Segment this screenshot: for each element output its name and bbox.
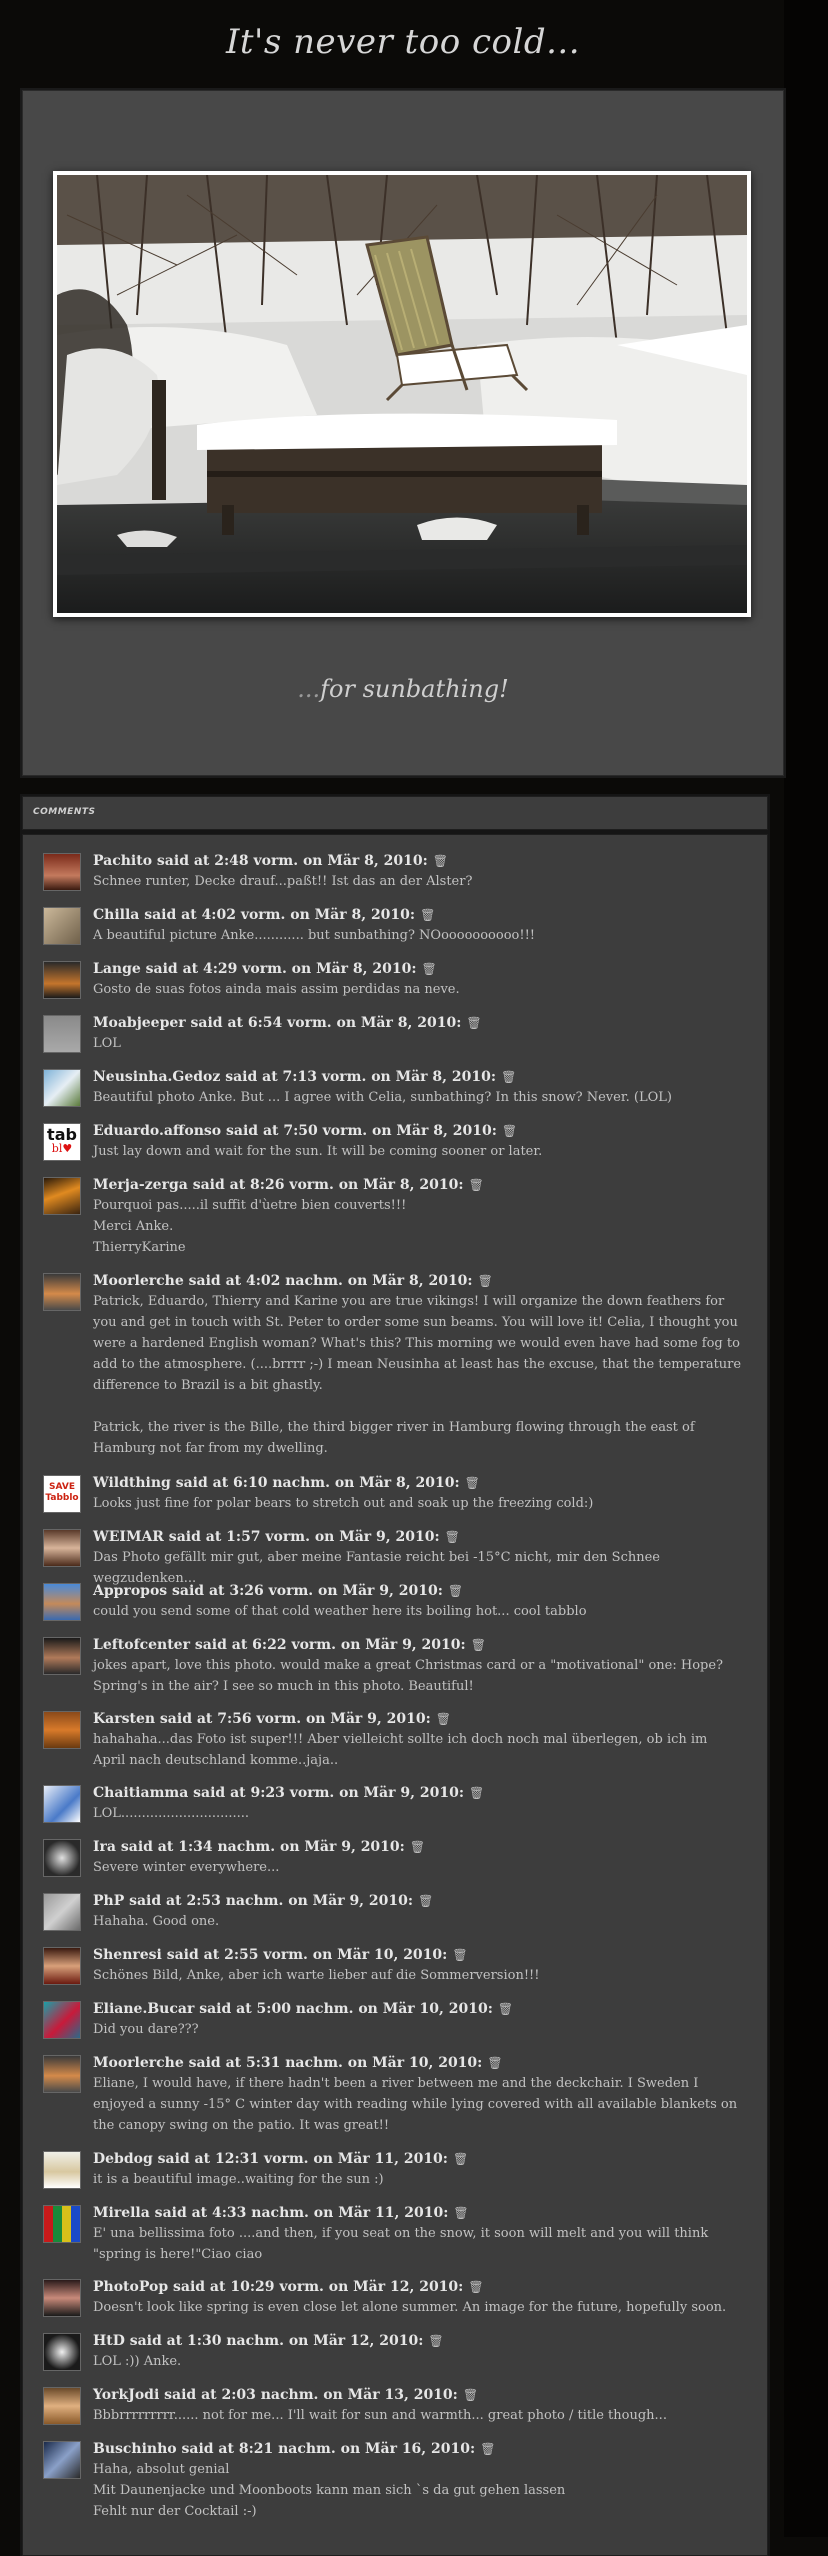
avatar[interactable] (43, 1839, 81, 1877)
comment-text: it is a beautiful image..waiting for the sun :) (93, 2172, 384, 2187)
comment-author[interactable] (93, 2385, 743, 2405)
comment-header[interactable]: Karsten said at 7:56 vorm. on Mär 9, 2010: (93, 1711, 431, 1727)
comment-text: Doesn't look like spring is even close let alone summer. An image for the future, hopefully soon. (93, 2300, 727, 2315)
comment-author[interactable] (93, 1635, 743, 1655)
comment-header[interactable]: Lange said at 4:29 vorm. on Mär 8, 2010: (93, 961, 417, 977)
comment-text: Gosto de suas fotos ainda mais assim perdidas na neve. (93, 982, 460, 997)
comment-author[interactable] (93, 1527, 743, 1547)
caption-text: for sunbathing! (320, 675, 509, 703)
avatar[interactable] (43, 1893, 81, 1931)
comment-author[interactable] (93, 1945, 743, 1965)
comment-text: LOL............................... (93, 1806, 250, 1821)
comment-author[interactable] (93, 1271, 743, 1291)
comment-text: Did you dare??? (93, 2022, 199, 2037)
comment-text: Beautiful photo Anke. But ... I agree with Celia, sunbathing? In this snow? Never. (LOL) (93, 1090, 672, 1105)
comment-text: LOL (93, 1036, 121, 1051)
comment-text: Eliane, I would have, if there hadn't been a river between me and the deckchair. I Sweden I enjoyed a sunny -15° C winter day with reading while lying covered with all available blankets on the canopy swing on the patio. It was great!! (93, 2076, 738, 2133)
comment-author[interactable] (93, 1837, 743, 1857)
avatar[interactable] (43, 2387, 81, 2425)
tabblo-logo-heart: bl♥ (51, 1142, 73, 1155)
comment-author[interactable] (93, 2439, 743, 2459)
trash-icon[interactable]: 🗑 (452, 1948, 468, 1962)
avatar[interactable] (43, 1785, 81, 1823)
comment-author[interactable] (93, 1067, 743, 1087)
comment-text: could you send some of that cold weather here its boiling hot... cool tabblo (93, 1604, 587, 1619)
trash-icon[interactable]: 🗑 (477, 1274, 493, 1288)
trash-icon[interactable]: 🗑 (453, 2206, 469, 2220)
comment-header[interactable]: Chilla said at 4:02 vorm. on Mär 8, 2010: (93, 907, 416, 923)
comment-header[interactable]: Moorlerche said at 5:31 nachm. on Mär 10, 2010: (93, 2055, 483, 2071)
comment-author[interactable] (93, 1999, 743, 2019)
comment-text: Hahaha. Good one. (93, 1914, 220, 1929)
comment-header[interactable]: Merja-zerga said at 8:26 vorm. on Mär 8, 2010: (93, 1177, 464, 1193)
avatar[interactable] (43, 961, 81, 999)
comment-header[interactable]: PhP said at 2:53 nachm. on Mär 9, 2010: (93, 1893, 414, 1909)
comment-header[interactable]: Debdog said at 12:31 vorm. on Mär 11, 2010: (93, 2151, 448, 2167)
photo-frame[interactable] (53, 171, 751, 617)
comment-author[interactable] (93, 851, 743, 871)
avatar[interactable] (43, 2441, 81, 2479)
comment-text: Just lay down and wait for the sun. It will be coming sooner or later. (93, 1144, 543, 1159)
comment-author[interactable] (93, 1709, 743, 1729)
trash-icon[interactable]: 🗑 (469, 1786, 485, 1800)
comment-header[interactable]: HtD said at 1:30 nachm. on Mär 12, 2010: (93, 2333, 424, 2349)
comment-author[interactable] (93, 1121, 743, 1141)
comment-header[interactable]: Leftofcenter said at 6:22 vorm. on Mär 9, 2010: (93, 1637, 466, 1653)
photo-caption (23, 675, 783, 703)
comment-text: E' una bellissima foto ....and then, if you seat on the snow, it soon will melt and you will think "spring is here!"Ciao ciao (93, 2226, 709, 2262)
trash-icon[interactable]: 🗑 (470, 1638, 486, 1652)
avatar[interactable] (43, 853, 81, 891)
trash-icon[interactable]: 🗑 (501, 1070, 517, 1084)
trash-icon[interactable]: 🗑 (452, 2152, 469, 2166)
avatar[interactable] (43, 2001, 81, 2039)
avatar[interactable] (43, 2055, 81, 2093)
comment-text: Severe winter everywhere... (93, 1860, 280, 1875)
comment-author[interactable] (93, 1473, 743, 1493)
comment-header[interactable]: YorkJodi said at 2:03 nachm. on Mär 13, 2010: (93, 2387, 458, 2403)
comment-header[interactable]: Moabjeeper said at 6:54 vorm. on Mär 8, 2010: (93, 1015, 462, 1031)
avatar[interactable] (43, 2205, 81, 2243)
trash-icon[interactable]: 🗑 (418, 1894, 434, 1908)
comment-header[interactable]: Neusinha.Gedoz said at 7:13 vorm. on Mär 8, 2010: (93, 1069, 497, 1085)
comment-author[interactable] (93, 2203, 743, 2223)
trash-icon[interactable]: 🗑 (447, 1584, 464, 1598)
trash-icon[interactable]: 🗑 (480, 2442, 496, 2456)
comments-panel (22, 834, 768, 2556)
comment-author[interactable] (93, 1175, 743, 1195)
comment-text: Schnee runter, Decke drauf...paßt!! Ist das an der Alster? (93, 874, 473, 889)
comment-header[interactable]: Chaitiamma said at 9:23 vorm. on Mär 9, 2010: (93, 1785, 464, 1801)
comment-header[interactable]: Ira said at 1:34 nachm. on Mär 9, 2010: (93, 1839, 405, 1855)
tabblo-logo-text: tab (47, 1125, 77, 1144)
avatar[interactable] (43, 2151, 81, 2189)
avatar[interactable] (43, 1273, 81, 1311)
avatar[interactable] (43, 1123, 81, 1161)
comments-header (22, 796, 768, 830)
comment-header[interactable]: Buschinho said at 8:21 nachm. on Mär 16, 2010: (93, 2441, 476, 2457)
trash-icon[interactable]: 🗑 (428, 2334, 444, 2348)
comment-text: Looks just fine for polar bears to stretch out and soak up the freezing cold:) (93, 1496, 594, 1511)
blog-title: It's never too cold... (225, 22, 581, 62)
avatar[interactable] (43, 907, 81, 945)
comment-author[interactable] (93, 2277, 743, 2297)
comment-header[interactable]: Pachito said at 2:48 vorm. on Mär 8, 2010: (93, 853, 428, 869)
trash-icon[interactable]: 🗑 (420, 908, 436, 922)
trash-icon[interactable]: 🗑 (501, 1124, 518, 1138)
comment-header[interactable]: Eliane.Bucar said at 5:00 nachm. on Mär 10, 2010: (93, 2001, 493, 2017)
caption-ellipsis: ... (297, 675, 321, 703)
comment-header[interactable]: Appropos said at 3:26 vorm. on Mär 9, 2010: (93, 1583, 443, 1599)
trash-icon[interactable]: 🗑 (468, 1178, 484, 1192)
avatar[interactable] (43, 2279, 81, 2317)
comment-author[interactable] (93, 2053, 743, 2073)
avatar[interactable] (43, 2333, 81, 2371)
comment-header[interactable]: WEIMAR said at 1:57 vorm. on Mär 9, 2010: (93, 1529, 440, 1545)
comment-author[interactable] (93, 1891, 743, 1911)
snow-deckchair-photo[interactable] (57, 175, 747, 613)
trash-icon[interactable]: 🗑 (466, 1016, 482, 1030)
trash-icon[interactable]: 🗑 (464, 1476, 480, 1490)
trash-icon[interactable]: 🗑 (409, 1840, 426, 1854)
comment-text: Haha, absolut genial Mit Daunenjacke und Moonboots kann man sich `s da gut gehen lassen Fehlt nur der Cocktail :-) (93, 2462, 566, 2519)
trash-icon[interactable]: 🗑 (421, 962, 437, 976)
comment-text: Schönes Bild, Anke, aber ich warte lieber auf die Sommerversion!!! (93, 1968, 540, 1983)
comment-author[interactable] (93, 959, 743, 979)
comment-author[interactable] (93, 1581, 743, 1601)
comment-text: A beautiful picture Anke............ but sunbathing? NOoooooooooo!!! (93, 928, 536, 943)
avatar[interactable] (43, 1529, 81, 1567)
avatar[interactable] (43, 1711, 81, 1749)
trash-icon[interactable]: 🗑 (468, 2280, 484, 2294)
avatar[interactable] (43, 1947, 81, 1985)
comment-text: LOL :)) Anke. (93, 2354, 182, 2369)
comment-text: Das Photo gefällt mir gut, aber meine Fantasie reicht bei -15°C nicht, mir den Schnee wegzudenken... (93, 1550, 660, 1586)
page-edge-shade (784, 0, 828, 2537)
trash-icon[interactable]: 🗑 (435, 1712, 452, 1726)
trash-icon[interactable]: 🗑 (444, 1530, 460, 1544)
comment-text: Patrick, Eduardo, Thierry and Karine you are true vikings! I will organize the down feathers for you and get in touch with St. Peter to order some sun beams. You will love it! Celia, I thought you were a hardened English woman? What's this? This morning we would even have had some fog to add to the atmosphere. (....brrrr ;-) I mean Neusinha at least has the excuse, that the temperature difference to Brazil is a bit ghastly. Patrick, the river is the Bille, the third bigger river in Hamburg flowing through the east of Hamburg not far from my dwelling. (93, 1294, 742, 1456)
comment-author[interactable] (93, 905, 743, 925)
comments-heading: COMMENTS (33, 807, 96, 817)
comment-text: hahahaha...das Foto ist super!!! Aber vielleicht sollte ich doch noch mal überlegen, ob ich im April nach deutschland komme..jaja.. (93, 1732, 708, 1768)
trash-icon[interactable]: 🗑 (432, 854, 449, 868)
comment-text: Bbbrrrrrrrrr...... not for me... I'll wait for sun and warmth... great photo / title though... (93, 2408, 667, 2423)
comment-text: jokes apart, love this photo. would make a great Christmas card or a "motivational" one: Hope? Spring's in the air? I see so much in this photo. Beautiful! (93, 1658, 724, 1694)
avatar[interactable] (43, 1069, 81, 1107)
comment-header[interactable]: PhotoPop said at 10:29 vorm. on Mär 12, 2010: (93, 2279, 464, 2295)
trash-icon[interactable]: 🗑 (487, 2056, 503, 2070)
comment-text: Pourquoi pas.....il suffit d'ùetre bien couverts!!! Merci Anke. ThierryKarine (93, 1198, 407, 1255)
avatar[interactable] (43, 1583, 81, 1621)
trash-icon[interactable]: 🗑 (462, 2388, 479, 2402)
trash-icon[interactable]: 🗑 (497, 2002, 514, 2016)
comment-header[interactable]: Wildthing said at 6:10 nachm. on Mär 8, 2010: (93, 1475, 460, 1491)
comment-author[interactable] (93, 1783, 743, 1803)
avatar[interactable] (43, 1177, 81, 1215)
comment-header[interactable]: Eduardo.affonso said at 7:50 vorm. on Mär 8, 2010: (93, 1123, 497, 1139)
comment-author[interactable] (93, 1013, 743, 1033)
comment-header[interactable]: Moorlerche said at 4:02 nachm. on Mär 8, 2010: (93, 1273, 473, 1289)
avatar[interactable] (43, 1015, 81, 1053)
save-tabblo-logo-text: SAVE Tabblo (45, 1482, 79, 1503)
avatar[interactable] (43, 1637, 81, 1675)
photo-panel (22, 90, 784, 776)
comment-header[interactable]: Mirella said at 4:33 nachm. on Mär 11, 2010: (93, 2205, 449, 2221)
avatar[interactable] (43, 1475, 81, 1513)
comment-author[interactable] (93, 2149, 743, 2169)
comment-header[interactable]: Shenresi said at 2:55 vorm. on Mär 10, 2010: (93, 1947, 448, 1963)
comment-author[interactable] (93, 2331, 743, 2351)
